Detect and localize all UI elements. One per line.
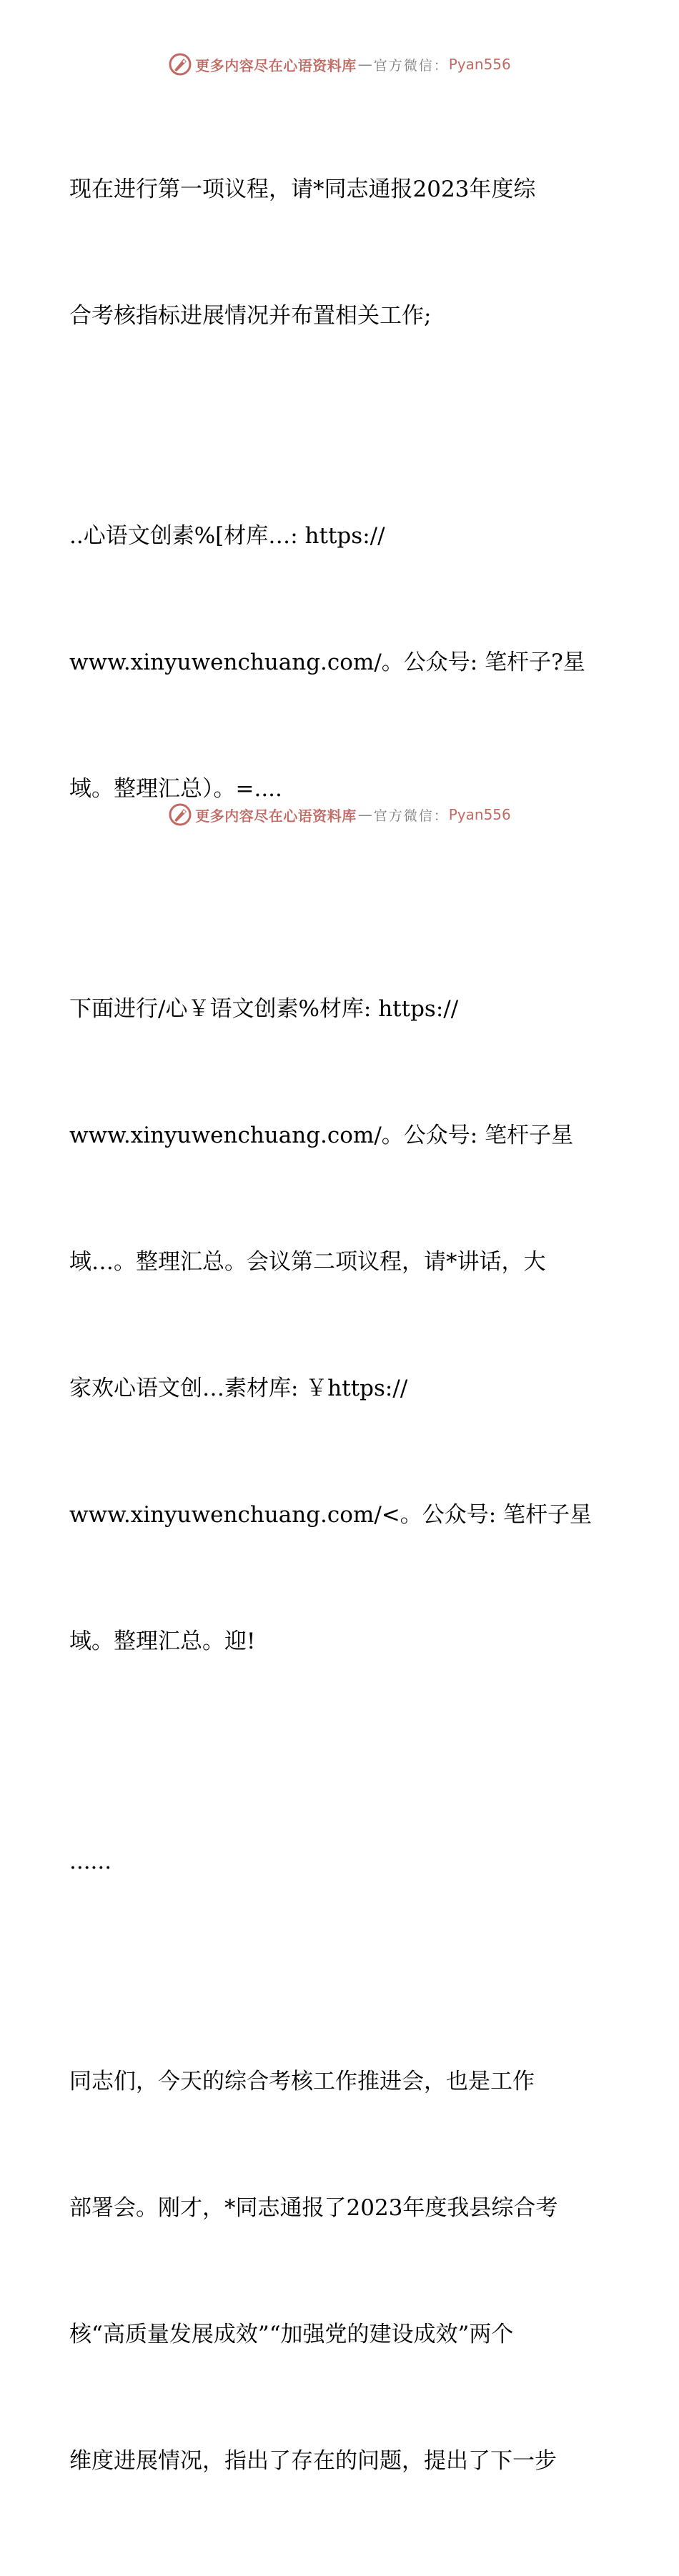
banner-dash: — xyxy=(357,56,372,73)
text-line: 域。整理汇总。迎! xyxy=(69,1628,256,1654)
paragraph-3 xyxy=(69,904,613,1747)
text-line: 维度进展情况，指出了存在的问题，提出了下一步 xyxy=(69,2448,557,2474)
text-line: 部署会。刚才，*同志通报了2023年度我县综合考 xyxy=(69,2195,558,2221)
text-line: 下面进行/心￥语文创素%材库: https:// xyxy=(69,996,459,1022)
text-line: 核“高质量发展成效”“加强党的建设成效”两个 xyxy=(69,2322,514,2347)
text-line: 同志们，今天的综合考核工作推进会，也是工作 xyxy=(69,2069,535,2094)
banner-wechat-id: Pyan556 xyxy=(448,806,511,823)
text-line: ...... xyxy=(69,1849,112,1874)
paragraph-1 xyxy=(69,84,613,422)
text-line: 现在进行第一项议程，请*同志通报2023年度综 xyxy=(69,176,536,202)
text-line: 家欢心语文创…素材库: ￥https:// xyxy=(69,1376,408,1401)
document-body xyxy=(69,84,613,2576)
text-line: www.xinyuwenchuang.com/。公众号: 笔杆子?星 xyxy=(69,650,585,675)
paragraph-5 xyxy=(69,1976,613,2567)
paragraph-4 xyxy=(69,1756,613,1967)
banner-site-name: 更多内容尽在心语资料库 xyxy=(195,56,357,74)
banner-dash: — xyxy=(357,806,372,823)
banner-wechat-label: 官方微信： xyxy=(373,807,449,824)
text-line: ..心语文创素%[材库…: https:// xyxy=(69,523,385,549)
text-line: www.xinyuwenchuang.com/。公众号: 笔杆子星 xyxy=(69,1123,574,1148)
text-line: 域。整理汇总）。=.... xyxy=(69,776,282,802)
banner-site-name: 更多内容尽在心语资料库 xyxy=(195,807,357,825)
banner-wechat-label: 官方微信： xyxy=(373,57,449,74)
text-line: 合考核指标进展情况并布置相关工作; xyxy=(69,303,432,329)
pen-nib-logo-icon xyxy=(168,52,192,76)
banner-wechat-id: Pyan556 xyxy=(448,56,511,73)
text-line: www.xinyuwenchuang.com/<。公众号: 笔杆子星 xyxy=(69,1502,593,1528)
header-banner xyxy=(0,50,679,79)
text-line: 域…。整理汇总。会议第二项议程，请*讲话，大 xyxy=(69,1249,546,1275)
pen-nib-logo-icon xyxy=(168,802,192,827)
footer-banner xyxy=(0,800,679,829)
